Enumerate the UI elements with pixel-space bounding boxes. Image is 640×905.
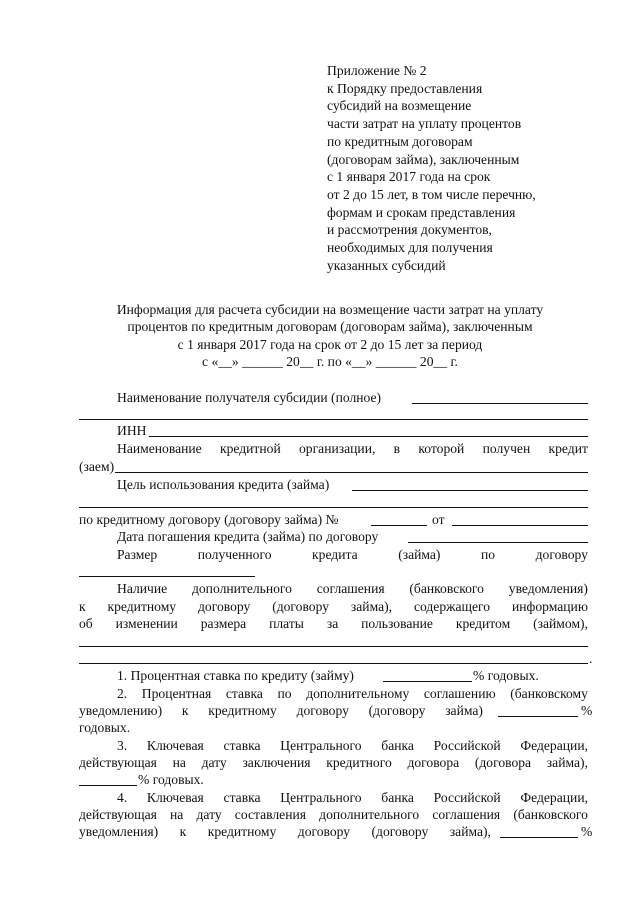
appendix-line: необходимых для получения [327,240,493,256]
word: займа), [449,824,491,839]
word: кредитом [455,616,511,631]
word: (займом), [533,616,588,631]
word: к [179,824,187,839]
repayment-date-field[interactable] [408,542,588,543]
recipient-field[interactable] [412,403,588,404]
word: кредит [548,441,588,456]
word: (займа) [398,547,441,562]
word: соглашению [423,686,496,701]
word: пользование [361,616,433,631]
word: ставка [225,686,263,701]
word: кредитной [219,441,281,456]
word: об [79,616,93,631]
word: информацию [511,599,588,614]
supplementary-field-line-2[interactable] [79,663,588,664]
word: дополнительного [191,581,292,596]
item2-line-1 [117,685,588,702]
appendix-line: с 1 января 2017 года на срок [327,169,491,185]
item3-rate-field[interactable] [79,785,137,786]
word: которой [418,441,465,456]
word: банка [381,738,414,753]
word: Ключевая [146,790,204,805]
appendix-line: субсидий на возмещение [327,98,472,114]
contract-label: по кредитному договору (договору займа) № [79,512,339,527]
item4-rate-field[interactable] [500,837,578,838]
contract-date-field[interactable] [452,525,588,526]
item4-pct: % [581,824,593,839]
item3-suffix: % годовых. [138,772,204,787]
word: по [277,686,292,701]
word: займа) [445,703,483,718]
word: дополнительного [319,807,420,822]
word: соглашения [432,807,501,822]
word: изменении [115,616,178,631]
word: кредитного [326,755,392,770]
appendix-line: и рассмотрения документов, [327,222,492,238]
document-title-line-2: процентов по кредитным договорам (договорам займа), заключенным [127,319,533,334]
size-label [117,546,588,563]
item3-line-1 [117,737,588,754]
document-title-line-3: с 1 января 2017 года на срок от 2 до 15 лет за период [177,337,483,352]
word: организации, [299,441,376,456]
word: Центрального [280,790,362,805]
item4-line-2 [79,806,588,823]
supplementary-field-line-1[interactable] [79,646,588,647]
word: кредитному [207,824,277,839]
word: соглашения [316,581,385,596]
item1-label: 1. Процентная ставка по кредиту (займу) [117,668,354,683]
inn-field[interactable] [149,436,588,437]
word: займа), [350,599,393,614]
word: (банковскому [510,686,588,701]
word: договору [297,824,351,839]
end-dot: . [589,651,593,666]
item4-line-3 [79,823,491,840]
word: займа), [546,755,588,770]
word: Размер [117,547,158,562]
word: Федерации, [520,738,588,753]
appendix-line: части затрат на уплату процентов [327,116,522,132]
word: 3. [117,738,128,753]
word: договору [296,703,349,718]
inn-label: ИНН [117,423,147,438]
appendix-line: по кредитным договорам [327,133,473,149]
word: к [181,703,189,718]
word: кредита [312,547,358,562]
item2-pct: % [581,703,593,718]
purpose-field-line-2[interactable] [79,507,588,508]
word: ставка [223,790,261,805]
size-field[interactable] [79,576,255,577]
word: дополнительному [306,686,410,701]
word: составления [234,807,306,822]
word: действующая [79,755,157,770]
bank-field[interactable] [115,472,588,473]
word: уведомления) [508,581,588,596]
word: договора [407,755,460,770]
contract-from-label: от [432,512,445,527]
word: кредитному [107,599,177,614]
word: Наличие [117,581,168,596]
word: договору [198,599,251,614]
word: на [172,755,186,770]
word: на [170,807,184,822]
word: дату [201,755,227,770]
item4-line-1 [117,789,588,806]
word: Российской [433,790,501,805]
word: уведомления) [79,824,159,839]
word: действующая [79,807,157,822]
word: 2. [117,686,128,701]
supplementary-line-2 [79,598,588,615]
word: договору [535,547,588,562]
word: содержащего [413,599,491,614]
word: за [326,616,339,631]
word: Наименование [117,441,202,456]
bank-label-line-2: (заем) [79,459,115,474]
word: Федерации, [520,790,588,805]
word: (договору [368,703,426,718]
word: Российской [433,738,501,753]
word: к [79,599,86,614]
item2-rate-field[interactable] [498,716,578,717]
appendix-line: Приложение № 2 [327,63,427,78]
word: (договору [272,599,329,614]
document-title-line-1: Информация для расчета субсидии на возмещение части затрат на уплату [116,302,544,317]
word: полученного [197,547,272,562]
item1-rate-field[interactable] [383,681,472,682]
word: платы [269,616,304,631]
appendix-line: указанных субсидий [327,257,446,273]
purpose-label: Цель использования кредита (займа) [117,477,330,492]
word: уведомлению) [79,703,163,718]
document-title-line-4: с «__» ______ 20__ г. по «__» ______ 20__ г. [202,354,458,369]
word: банка [381,790,414,805]
word: кредитному [208,703,277,718]
item1-suffix: % годовых. [473,668,539,683]
word: Центрального [280,738,362,753]
appendix-line: к Порядку предоставления [327,80,483,96]
item2-line-3: годовых. [79,720,131,735]
item3-line-2 [79,754,588,771]
word: (банковского [409,581,484,596]
appendix-line: от 2 до 15 лет, в том числе перечню, [327,186,536,202]
word: заключения [242,755,311,770]
word: в [393,441,401,456]
word: по [481,547,496,562]
word: Процентная [141,686,212,701]
word: Ключевая [146,738,204,753]
bank-label-line-1 [117,440,588,457]
appendix-line: (договорам займа), заключенным [327,151,520,167]
word: дату [196,807,222,822]
supplementary-line-1 [117,580,588,597]
appendix-line: формам и срокам представления [327,204,516,220]
appendix-block [327,62,536,274]
item2-line-2 [79,702,483,719]
contract-number-field[interactable] [371,525,427,526]
recipient-field-line-2[interactable] [79,419,588,420]
word: (договора [474,755,532,770]
word: (банковского [513,807,588,822]
word: ставка [223,738,261,753]
word: получен [482,441,531,456]
purpose-field[interactable] [352,490,588,491]
word: (договору [371,824,429,839]
word: размера [200,616,247,631]
supplementary-line-3 [79,615,588,632]
repayment-label: Дата погашения кредита (займа) по договору [117,529,379,544]
word: 4. [117,790,128,805]
recipient-label: Наименование получателя субсидии (полное) [117,390,382,405]
